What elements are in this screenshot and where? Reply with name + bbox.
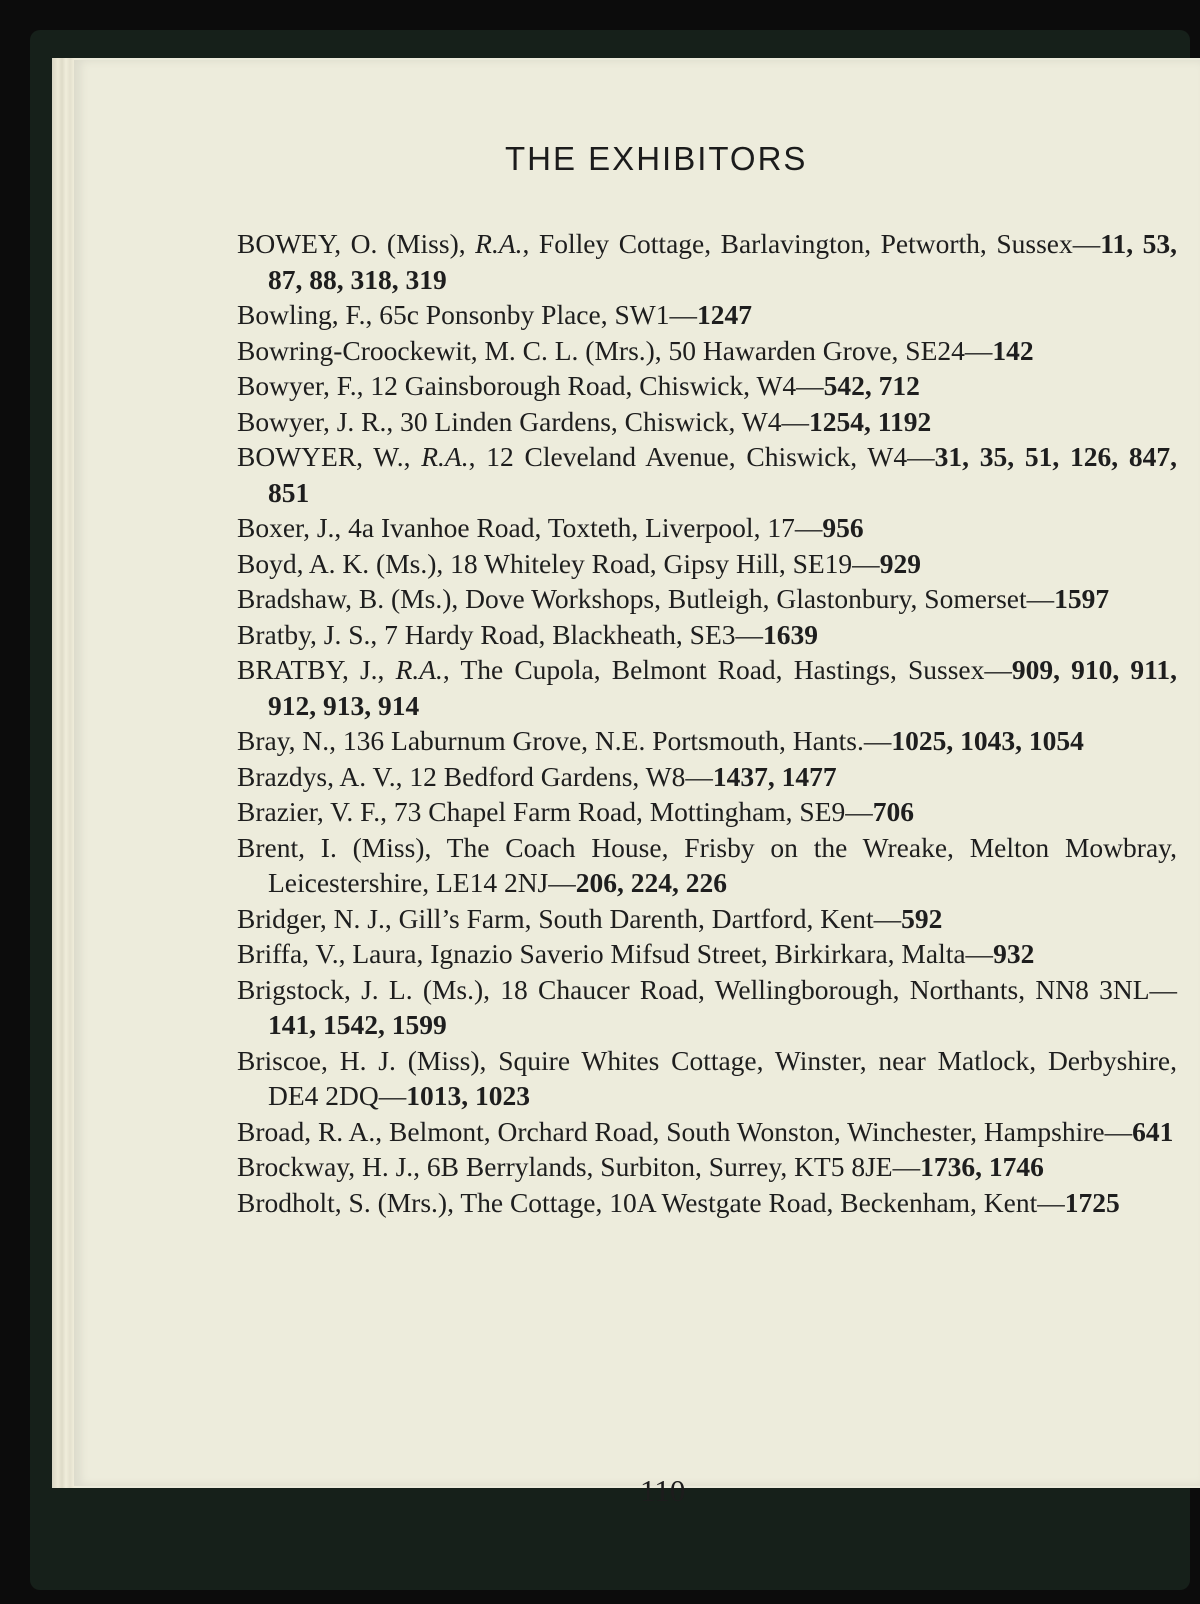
exhibitor-entry bbox=[237, 581, 1177, 617]
entry-catalogue-numbers: 1725 bbox=[1064, 1186, 1120, 1218]
exhibitor-list bbox=[237, 226, 1177, 1220]
entry-text: Broad, R. A., Belmont, Orchard Road, South Wonston, Winchester, Hampshire— bbox=[237, 1115, 1133, 1147]
page-number: 110 bbox=[640, 1473, 686, 1508]
exhibitor-entry bbox=[237, 297, 1177, 333]
entry-text: Brodholt, S. (Mrs.), The Cottage, 10A Westgate Road, Beckenham, Kent— bbox=[237, 1186, 1065, 1218]
entry-catalogue-numbers: 141, 1542, 1599 bbox=[268, 1009, 447, 1040]
entry-catalogue-numbers: 932 bbox=[993, 938, 1035, 969]
entry-text: Briffa, V., Laura, Ignazio Saverio Mifsud Street, Birkirkara, Malta— bbox=[237, 938, 994, 969]
entry-address: , Folley Cottage, Barlavington, Petworth, Sussex— bbox=[522, 228, 1101, 259]
entry-catalogue-numbers: 31, 35, 51, 126, 847, 851 bbox=[268, 441, 1178, 508]
entry-catalogue-numbers: 1736, 1746 bbox=[920, 1151, 1044, 1182]
entry-title: R.A. bbox=[475, 228, 523, 259]
exhibitor-entry bbox=[237, 830, 1177, 901]
entry-text: Briscoe, H. J. (Miss), Squire Whites Cottage, Winster, near Matlock, Derbyshire, DE4 2DQ— bbox=[237, 1044, 1177, 1111]
entry-text: Boxer, J., 4a Ivanhoe Road, Toxteth, Liverpool, 17— bbox=[237, 512, 823, 543]
entry-catalogue-numbers: 142 bbox=[992, 334, 1034, 366]
entry-text: Brazier, V. F., 73 Chapel Farm Road, Mottingham, SE9— bbox=[237, 796, 873, 827]
entry-text: Bowyer, F., 12 Gainsborough Road, Chiswick, W4— bbox=[237, 370, 824, 401]
entry-catalogue-numbers: 641 bbox=[1132, 1115, 1174, 1147]
entry-catalogue-numbers: 592 bbox=[901, 902, 943, 934]
entry-text: Bridger, N. J., Gill’s Farm, South Darenth, Dartford, Kent— bbox=[237, 902, 902, 934]
exhibitor-entry bbox=[237, 794, 1177, 830]
entry-catalogue-numbers: 1254, 1192 bbox=[809, 405, 932, 437]
page-heading: THE EXHIBITORS bbox=[505, 140, 808, 177]
entry-catalogue-numbers: 206, 224, 226 bbox=[575, 867, 728, 898]
entry-text: Brockway, H. J., 6B Berrylands, Surbiton, Surrey, KT5 8JE— bbox=[237, 1151, 921, 1182]
exhibitor-entry bbox=[237, 972, 1177, 1043]
exhibitor-entry bbox=[237, 1043, 1177, 1114]
exhibitor-entry bbox=[237, 617, 1177, 653]
entry-text: Bowring-Croockewit, M. C. L. (Mrs.), 50 Hawarden Grove, SE24— bbox=[237, 334, 993, 366]
entry-text: Bowyer, J. R., 30 Linden Gardens, Chiswick, W4— bbox=[237, 405, 810, 437]
entry-text: Brent, I. (Miss), The Coach House, Frisby on the Wreake, Melton Mowbray, Leicestershire, LE14 2NJ— bbox=[237, 831, 1177, 898]
entry-text: Boyd, A. K. (Ms.), 18 Whiteley Road, Gipsy Hill, SE19— bbox=[237, 547, 880, 579]
entry-title: R.A. bbox=[395, 654, 443, 685]
entry-catalogue-numbers: 1013, 1023 bbox=[406, 1080, 531, 1111]
exhibitor-entry bbox=[237, 759, 1177, 795]
entry-catalogue-numbers: 11, 53, 87, 88, 318, 319 bbox=[268, 228, 1177, 295]
exhibitor-entry bbox=[237, 333, 1177, 369]
entry-text: Bratby, J. S., 7 Hardy Road, Blackheath, SE3— bbox=[237, 618, 763, 650]
exhibitor-entry bbox=[237, 936, 1177, 972]
entry-catalogue-numbers: 1639 bbox=[763, 618, 818, 650]
entry-text: BRATBY, J., bbox=[237, 654, 396, 685]
entry-text: Brigstock, J. L. (Ms.), 18 Chaucer Road, Wellingborough, Northants, NN8 3NL— bbox=[237, 973, 1177, 1005]
exhibitor-entry bbox=[237, 1185, 1177, 1221]
exhibitor-entry bbox=[237, 510, 1177, 546]
exhibitor-entry bbox=[237, 226, 1177, 297]
exhibitor-entry bbox=[237, 652, 1177, 723]
entry-catalogue-numbers: 1437, 1477 bbox=[712, 760, 837, 792]
exhibitor-entry bbox=[237, 546, 1177, 582]
entry-catalogue-numbers: 1025, 1043, 1054 bbox=[891, 725, 1084, 756]
entry-catalogue-numbers: 929 bbox=[879, 547, 921, 579]
exhibitor-entry bbox=[237, 439, 1177, 510]
entry-catalogue-numbers: 909, 910, 911, 912, 913, 914 bbox=[268, 654, 1178, 721]
entry-text: BOWYER, W., bbox=[237, 441, 422, 472]
entry-text: Bray, N., 136 Laburnum Grove, N.E. Portsmouth, Hants.— bbox=[237, 725, 892, 756]
exhibitor-entry bbox=[237, 1114, 1177, 1150]
entry-text: Bradshaw, B. (Ms.), Dove Workshops, Butleigh, Glastonbury, Somerset— bbox=[237, 583, 1055, 614]
exhibitor-entry bbox=[237, 901, 1177, 937]
entry-text: Brazdys, A. V., 12 Bedford Gardens, W8— bbox=[237, 760, 713, 792]
entry-catalogue-numbers: 956 bbox=[822, 512, 864, 543]
entry-catalogue-numbers: 706 bbox=[872, 796, 915, 827]
exhibitor-entry bbox=[237, 1149, 1177, 1185]
entry-title: R.A. bbox=[421, 441, 469, 472]
entry-text: BOWEY, O. (Miss), bbox=[237, 228, 476, 259]
exhibitor-entry bbox=[237, 723, 1177, 759]
exhibitor-entry bbox=[237, 368, 1177, 404]
entry-address: , 12 Cleveland Avenue, Chiswick, W4— bbox=[468, 441, 935, 472]
entry-catalogue-numbers: 1597 bbox=[1054, 583, 1110, 614]
entry-catalogue-numbers: 1247 bbox=[696, 299, 752, 330]
exhibitor-entry bbox=[237, 404, 1177, 440]
entry-text: Bowling, F., 65c Ponsonby Place, SW1— bbox=[237, 299, 697, 330]
entry-address: , The Cupola, Belmont Road, Hastings, Sussex— bbox=[442, 654, 1012, 685]
entry-catalogue-numbers: 542, 712 bbox=[823, 370, 920, 401]
